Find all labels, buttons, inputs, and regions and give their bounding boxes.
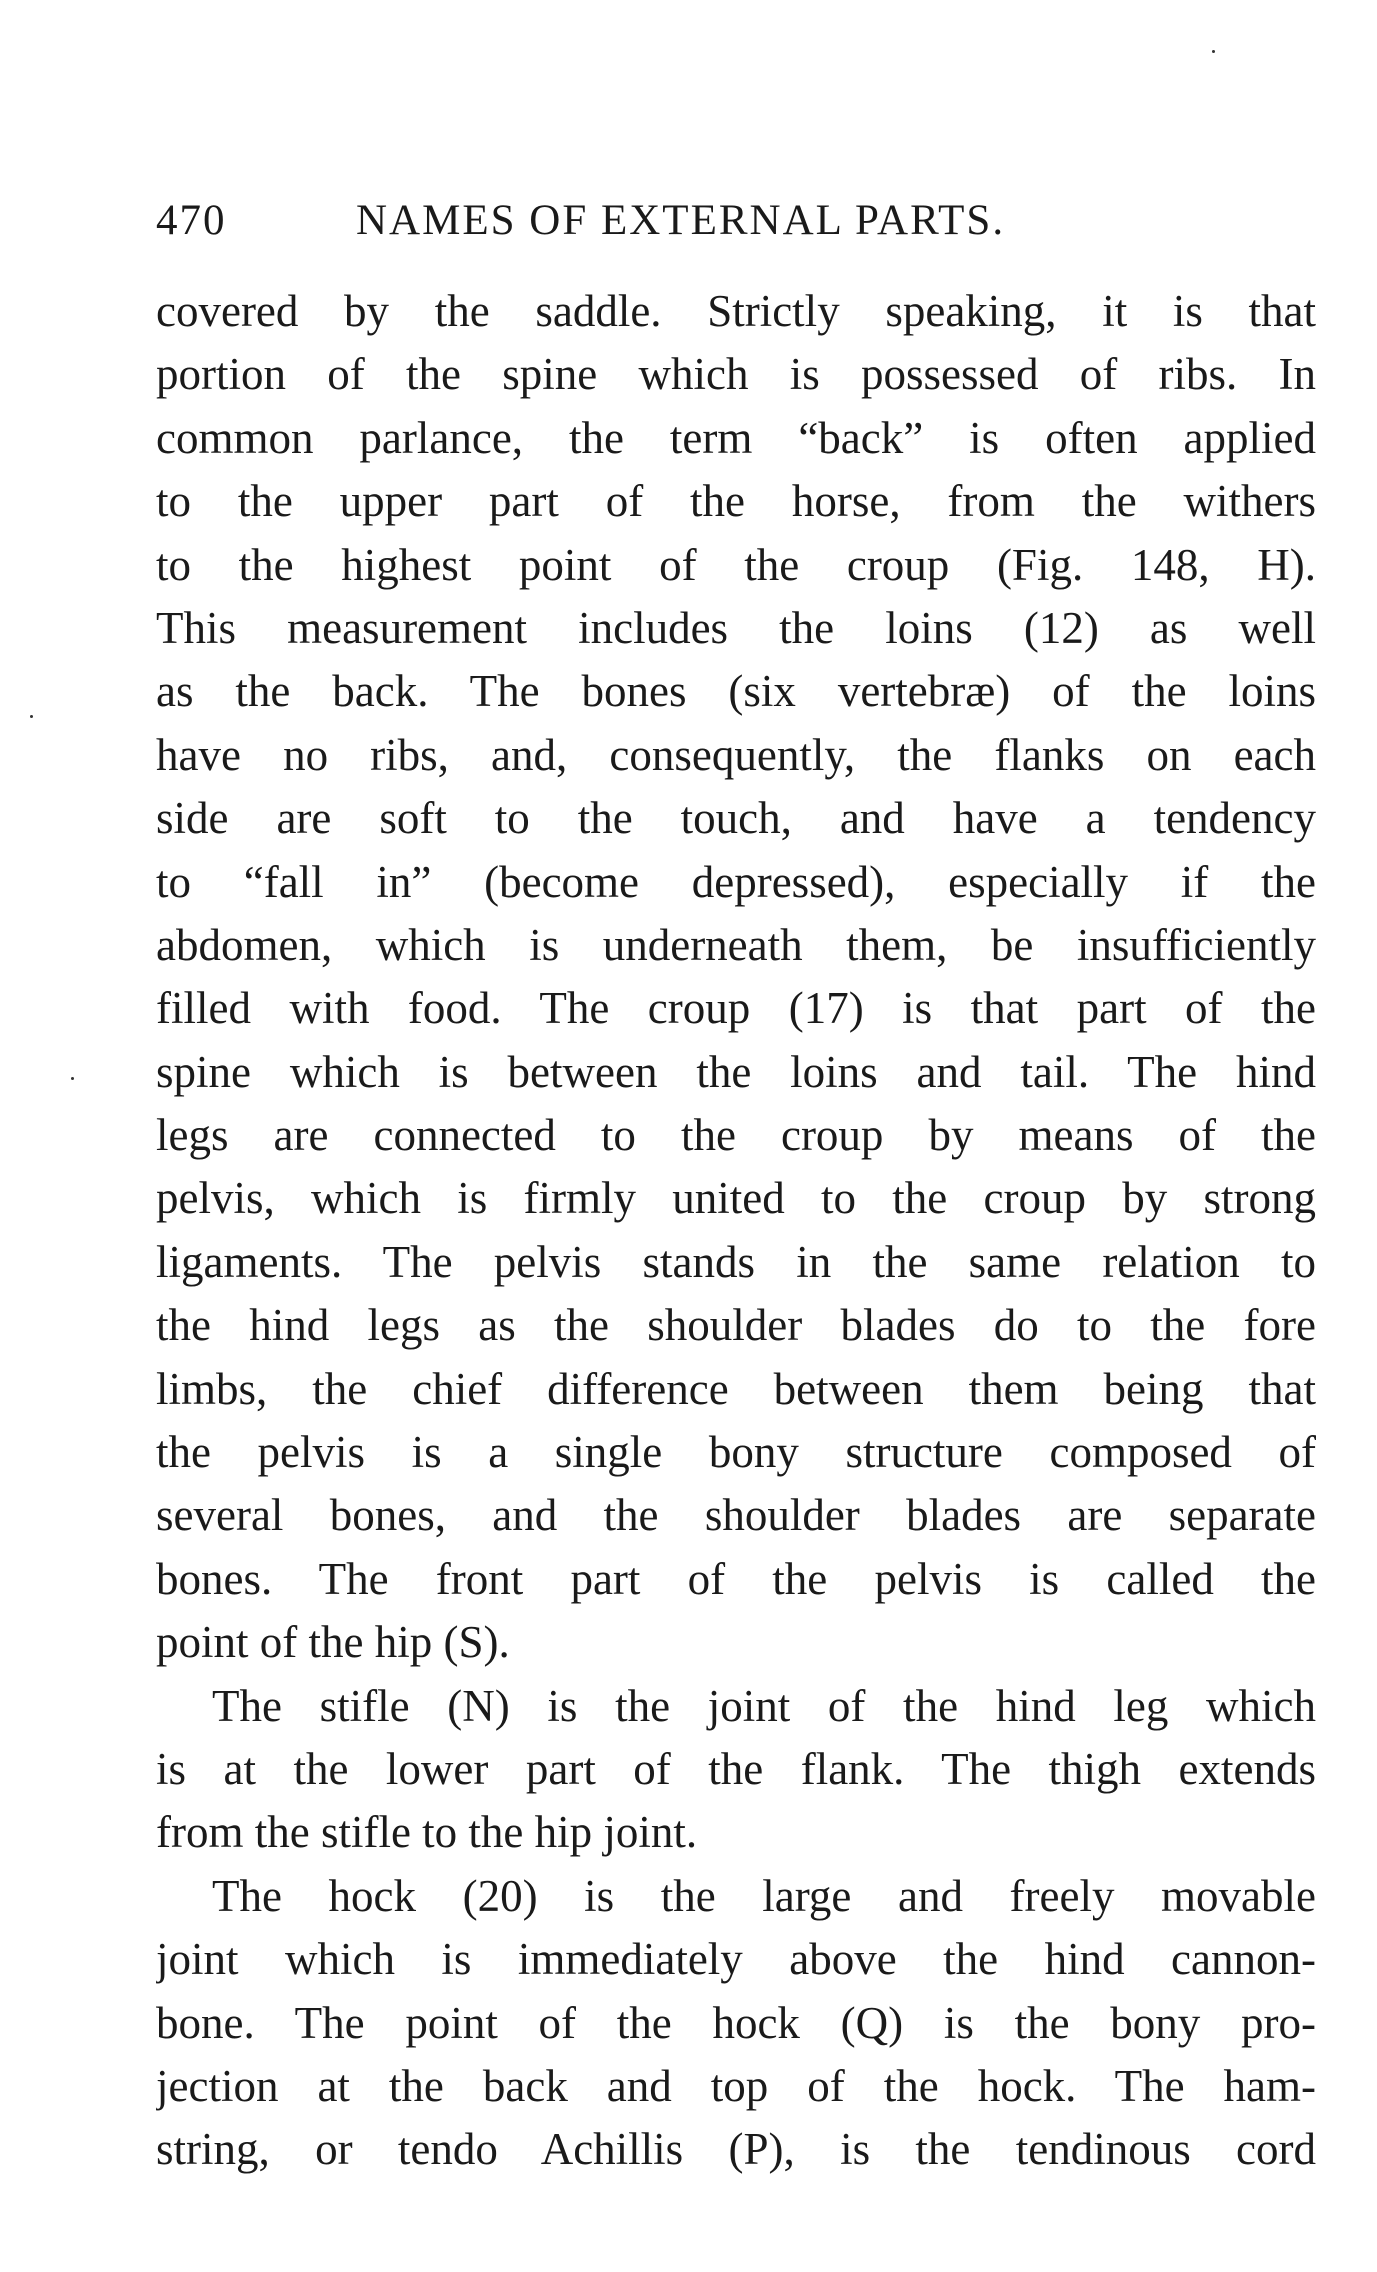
- text-line: is at the lower part of the flank. The thigh extends: [156, 1743, 1316, 1794]
- text-line: pelvis, which is firmly united to the croup by strong: [156, 1173, 1316, 1224]
- text-line: side are soft to the touch, and have a tendency: [156, 793, 1316, 844]
- text-line: string, or tendo Achillis (P), is the tendinous cord: [156, 2124, 1316, 2175]
- text-line: bone. The point of the hock (Q) is the bony pro-: [156, 1997, 1316, 2048]
- text-line: bones. The front part of the pelvis is called the: [156, 1553, 1316, 1604]
- text-line: The hock (20) is the large and freely movable: [212, 1870, 1316, 1921]
- text-line: limbs, the chief difference between them being that: [156, 1363, 1316, 1414]
- text-line: several bones, and the shoulder blades are separate: [156, 1490, 1316, 1541]
- text-line: covered by the saddle. Strictly speaking, it is that: [156, 286, 1316, 336]
- text-line: the pelvis is a single bony structure composed of: [156, 1427, 1316, 1478]
- page-header: [156, 196, 1316, 256]
- text-line: The stifle (N) is the joint of the hind leg which: [212, 1680, 1316, 1731]
- text-line: jection at the back and top of the hock. The ham-: [156, 2060, 1316, 2111]
- text-line: legs are connected to the croup by means of the: [156, 1110, 1316, 1161]
- scan-speck: [1212, 50, 1215, 53]
- scan-speck: [71, 1077, 74, 1080]
- text-line: joint which is immediately above the hind cannon-: [156, 1934, 1316, 1985]
- text-line: to the upper part of the horse, from the withers: [156, 476, 1316, 527]
- scan-speck: [30, 715, 33, 718]
- text-line: from the stifle to the hip joint.: [156, 1807, 698, 1858]
- text-line: common parlance, the term “back” is often applied: [156, 412, 1316, 463]
- body-text: [156, 280, 1316, 2182]
- text-line: filled with food. The croup (17) is that part of the: [156, 983, 1316, 1034]
- text-line: spine which is between the loins and tail. The hind: [156, 1046, 1316, 1097]
- text-line: have no ribs, and, consequently, the flanks on each: [156, 729, 1316, 780]
- text-line: abdomen, which is underneath them, be insufficiently: [156, 919, 1316, 970]
- text-line: as the back. The bones (six vertebræ) of the loins: [156, 666, 1316, 717]
- text-line: to “fall in” (become depressed), especially if the: [156, 856, 1316, 907]
- text-line: the hind legs as the shoulder blades do to the fore: [156, 1300, 1316, 1351]
- page-number: 470: [156, 197, 227, 244]
- text-line: This measurement includes the loins (12) as well: [156, 602, 1316, 653]
- text-line: portion of the spine which is possessed of ribs. In: [156, 349, 1316, 400]
- running-head: NAMES OF EXTERNAL PARTS.: [356, 197, 1006, 244]
- text-line: point of the hip (S).: [156, 1617, 510, 1668]
- text-line: ligaments. The pelvis stands in the same relation to: [156, 1236, 1316, 1287]
- text-line: to the highest point of the croup (Fig. 148, H).: [156, 539, 1316, 590]
